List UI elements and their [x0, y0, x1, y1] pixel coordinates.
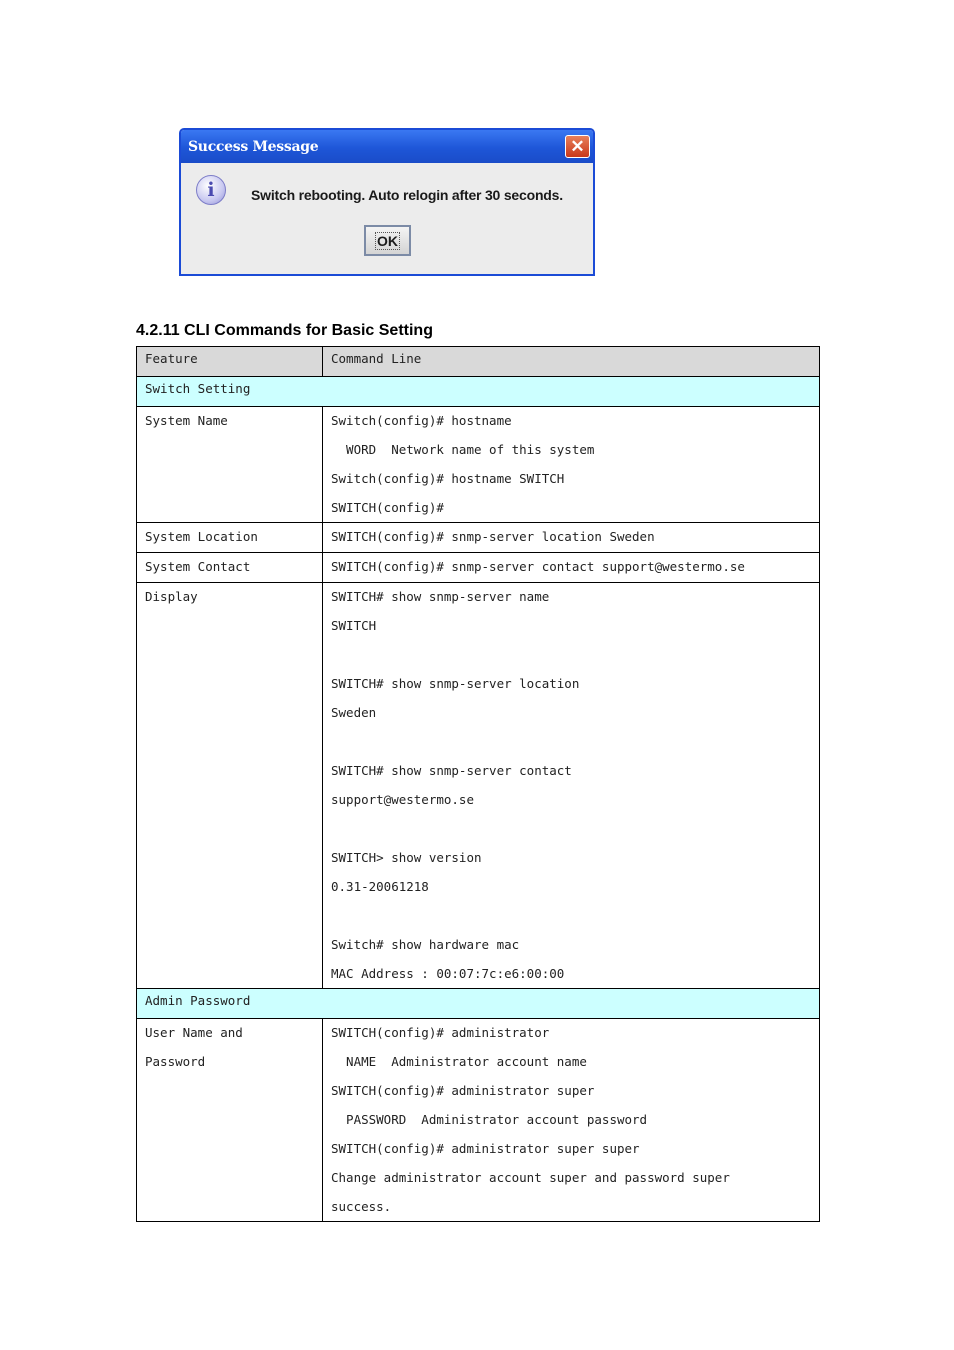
table-row: [137, 407, 820, 523]
command-line: [331, 906, 811, 935]
command-line: Sweden: [331, 705, 377, 720]
command-line: SWITCH(config)# snmp-server contact support@westermo.se: [331, 559, 745, 574]
info-icon: i: [196, 175, 226, 205]
command-line: Switch(config)# hostname: [331, 413, 512, 428]
feature-line: System Location: [145, 529, 258, 544]
command-line: SWITCH(config)# administrator super: [331, 1083, 595, 1098]
feature-line: Password: [145, 1054, 206, 1069]
feature-cell: [137, 523, 323, 553]
header-feature: Feature: [137, 347, 323, 377]
ok-button-label: OK: [377, 232, 398, 249]
table-header-row: [137, 347, 820, 377]
dialog-body: [181, 163, 593, 274]
feature-cell: [137, 407, 323, 523]
command-cell: [323, 553, 820, 583]
success-message-dialog: [179, 128, 595, 276]
dialog-titlebar[interactable]: [181, 130, 593, 163]
feature-line: System Name: [145, 413, 228, 428]
feature-cell: [137, 583, 323, 989]
command-line: WORD Network name of this system: [331, 442, 595, 457]
dialog-message: Switch rebooting. Auto relogin after 30 seconds.: [251, 187, 563, 203]
command-line: SWITCH# show snmp-server name: [331, 589, 550, 604]
command-cell: [323, 407, 820, 523]
command-line: SWITCH> show version: [331, 850, 482, 865]
command-line: NAME Administrator account name: [331, 1054, 587, 1069]
section-row: [137, 989, 820, 1019]
feature-line: System Contact: [145, 559, 251, 574]
section-title: Admin Password: [137, 989, 820, 1019]
command-line: Switch(config)# hostname SWITCH: [331, 471, 565, 486]
feature-cell: [137, 1019, 323, 1222]
dialog-title: Success Message: [188, 139, 319, 155]
command-cell: [323, 583, 820, 989]
command-line: SWITCH: [331, 618, 377, 633]
table-row: [137, 523, 820, 553]
table-row: [137, 583, 820, 989]
command-line: 0.31-20061218: [331, 879, 429, 894]
section-heading: 4.2.11 CLI Commands for Basic Setting: [136, 322, 433, 339]
command-line: support@westermo.se: [331, 792, 474, 807]
command-line: SWITCH(config)# administrator: [331, 1025, 550, 1040]
close-icon[interactable]: ✕: [565, 135, 590, 158]
command-line: SWITCH(config)# snmp-server location Sweden: [331, 529, 655, 544]
command-line: PASSWORD Administrator account password: [331, 1112, 648, 1127]
header-command: Command Line: [323, 347, 820, 377]
feature-cell: [137, 553, 323, 583]
command-line: [331, 645, 811, 674]
command-line: [331, 819, 811, 848]
command-line: Change administrator account super and password super: [331, 1170, 730, 1185]
command-line: MAC Address : 00:07:7c:e6:00:00: [331, 966, 565, 981]
command-line: [331, 732, 811, 761]
feature-line: User Name and: [145, 1025, 243, 1040]
command-cell: [323, 523, 820, 553]
section-row: [137, 377, 820, 407]
command-line: success.: [331, 1199, 392, 1214]
command-cell: [323, 1019, 820, 1222]
command-line: SWITCH(config)#: [331, 500, 444, 515]
command-line: Switch# show hardware mac: [331, 937, 520, 952]
command-line: SWITCH# show snmp-server location: [331, 676, 580, 691]
command-line: SWITCH# show snmp-server contact: [331, 763, 572, 778]
table-row: [137, 553, 820, 583]
cli-commands-table: [136, 346, 820, 1222]
feature-line: Display: [145, 589, 198, 604]
command-line: SWITCH(config)# administrator super super: [331, 1141, 640, 1156]
section-title: Switch Setting: [137, 377, 820, 407]
ok-button[interactable]: [364, 225, 411, 256]
table-row: [137, 1019, 820, 1222]
